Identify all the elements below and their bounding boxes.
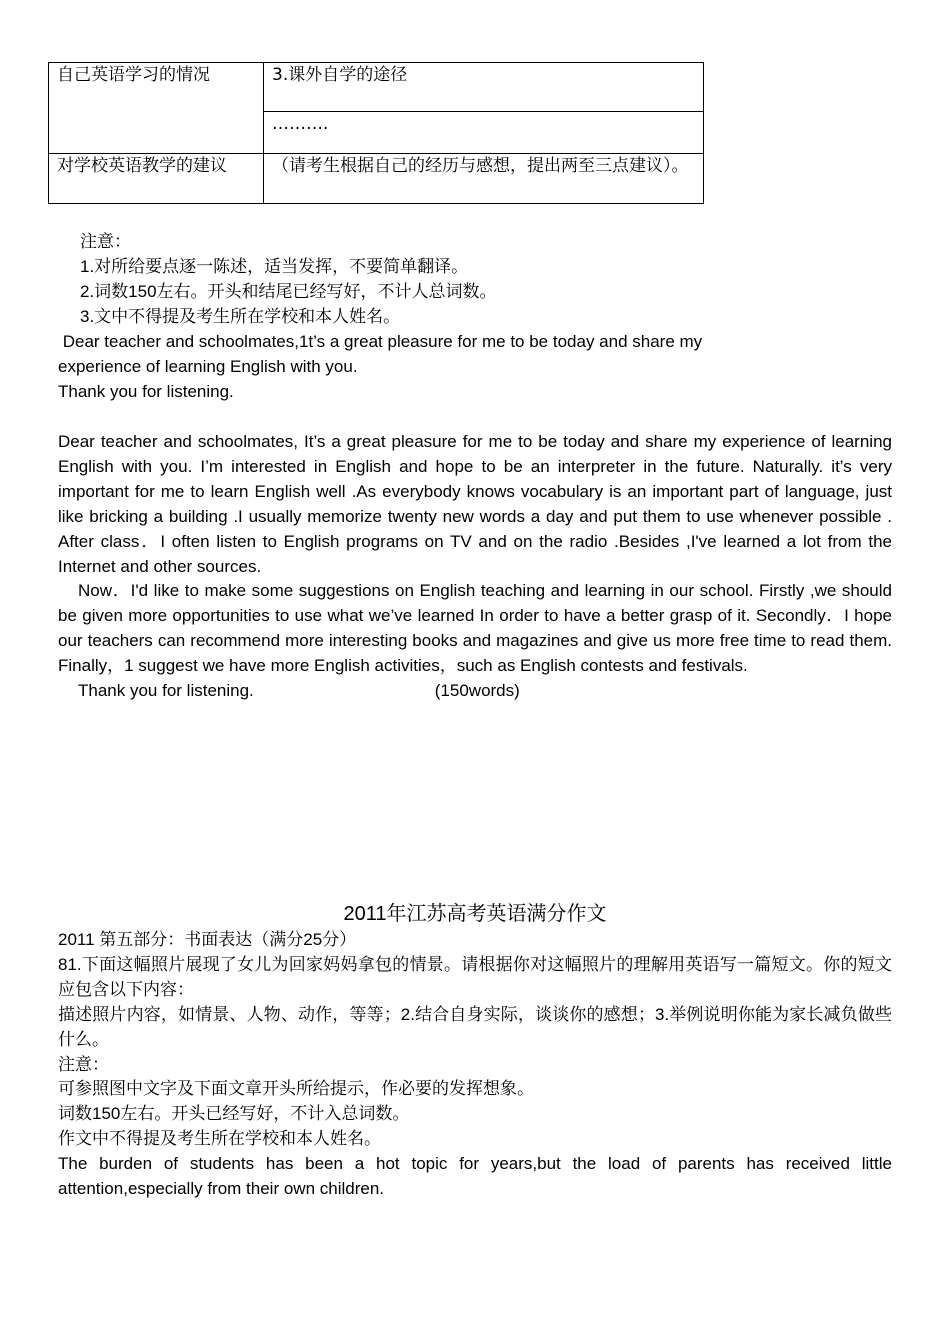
model-essay xyxy=(58,430,892,704)
section-2-body xyxy=(58,928,892,1202)
table-row xyxy=(49,154,704,204)
essay-closing xyxy=(58,679,892,704)
note-item: 1.对所给要点逐一陈述，适当发挥，不要简单翻译。 xyxy=(80,256,469,276)
note-item: 词数150左右。开头已经写好，不计入总词数。 xyxy=(58,1104,410,1124)
question-81: 81.下面这幅照片展现了女儿为回家妈妈拿包的情景。请根据你对这幅照片的理解用英语写一篇短文。你的短文应包含以下内容： xyxy=(58,954,892,999)
notes-heading: 注意： xyxy=(58,1054,109,1074)
essay-opening: The burden of students has been a hot topic for years,but the load of parents has received little attention,especially from their own children. xyxy=(58,1154,892,1199)
notes-heading: 注意： xyxy=(80,232,131,251)
notes-block xyxy=(80,230,780,330)
given-opening xyxy=(58,330,818,405)
essay-paragraph: Now．I'd like to make some suggestions on English teaching and learning in our school. Firstly ,we should be given more opportunities to use what we’ve learned In order to have a better grasp of it. Secondly．I hope our teachers can recommend more interesting books and magazines and give us more free time to read them. Finally，1 suggest we have more English activities，such as English contests and festivals. xyxy=(58,581,892,676)
table-cell-own-learning: 自己英语学习的情况 xyxy=(49,63,264,154)
table-cell-suggestions-label: 对学校英语教学的建议 xyxy=(49,154,264,204)
opening-line: Dear teacher and schoolmates,1t’s a great pleasure for me to be today and share my xyxy=(58,332,703,351)
essay-closing-text: Thank you for listening. xyxy=(78,681,254,701)
essay-paragraph: Dear teacher and schoolmates, It’s a great pleasure for me to be today and share my experience of learning English with you. I’m interested in English and hope to be an interpreter in the future. Naturally. it’s very important for me to learn English well .As everybody knows vocabulary is an important part of language, just like bricking a building .I usually memorize twenty new words a day and put them to use whenever possible . After class．I often listen to English programs on TV and on the radio .Besides ,I've learned a lot from the Internet and other sources. xyxy=(58,432,892,576)
word-count: (150words) xyxy=(434,681,520,701)
table-cell-self-study: 3.课外自学的途径 xyxy=(264,63,704,112)
note-item: 3.文中不得提及考生所在学校和本人姓名。 xyxy=(80,306,401,326)
question-points: 描述照片内容，如情景、人物、动作，等等；2.结合自身实际，谈谈你的感想；3.举例说明你能为家长减负做些什么。 xyxy=(58,1004,892,1049)
table-row xyxy=(49,63,704,112)
table-cell-ellipsis: ………. xyxy=(264,112,704,154)
note-item: 可参照图中文字及下面文章开头所给提示，作必要的发挥想象。 xyxy=(58,1079,534,1099)
table-cell-suggestions-instruction: （请考生根据自己的经历与感想，提出两至三点建议）。 xyxy=(264,154,704,204)
section-subtitle: 2011 第五部分：书面表达（满分25分） xyxy=(58,930,357,949)
requirements-table xyxy=(48,62,704,204)
closing-line: Thank you for listening. xyxy=(58,381,234,401)
opening-line: experience of learning English with you. xyxy=(58,356,358,376)
note-item: 作文中不得提及考生所在学校和本人姓名。 xyxy=(58,1129,381,1149)
note-item: 2.词数150左右。开头和结尾已经写好，不计人总词数。 xyxy=(80,281,497,301)
section-title: 2011年江苏高考英语满分作文 xyxy=(343,903,607,925)
